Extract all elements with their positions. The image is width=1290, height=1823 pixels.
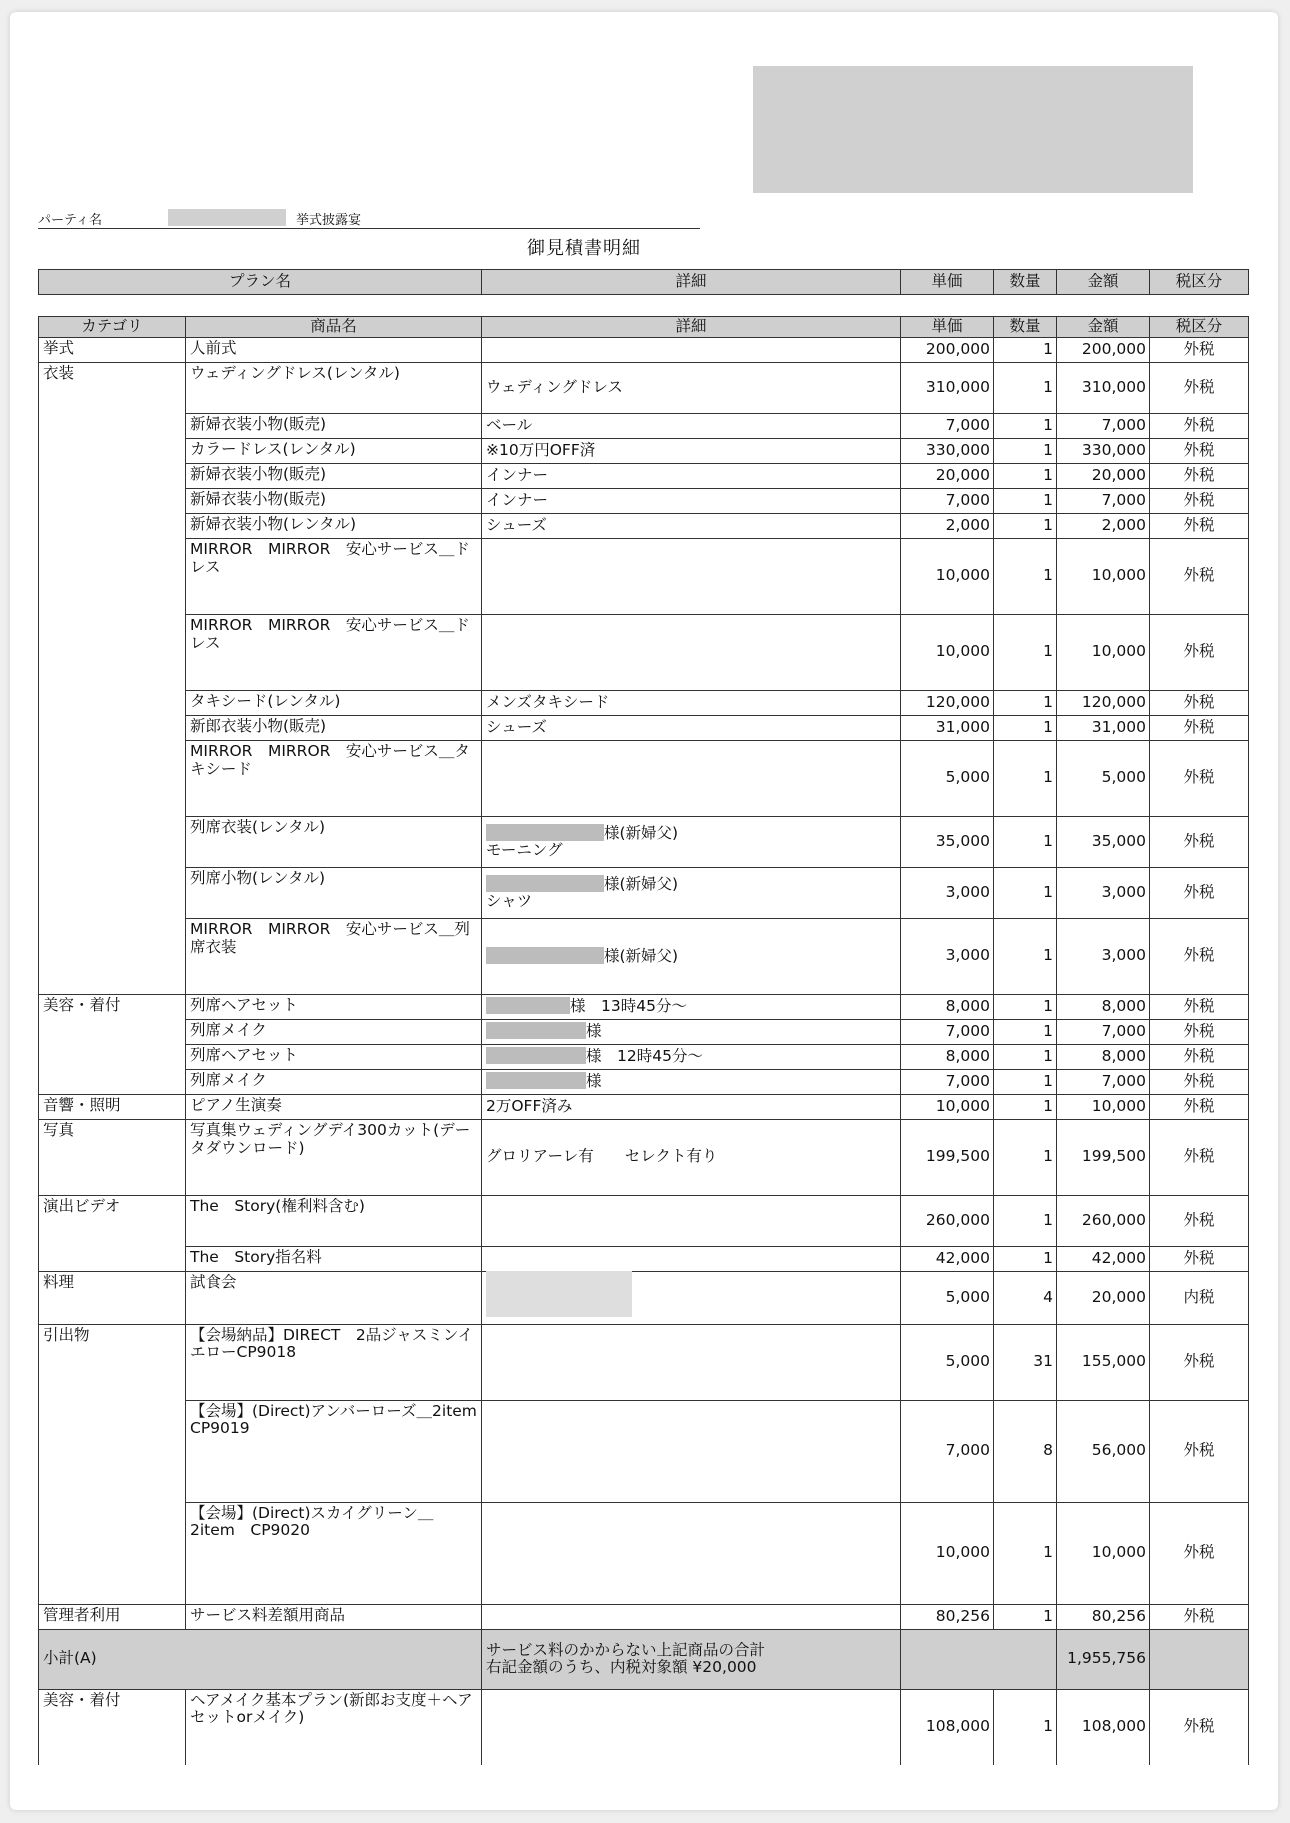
tax-cell: 外税 [1150,1604,1249,1629]
qty-cell: 1 [994,488,1057,513]
tax-cell: 外税 [1150,1019,1249,1044]
amount-cell: 5,000 [1057,740,1150,816]
category-cell: 美容・着付 [39,994,186,1019]
detail-cell [482,1271,901,1324]
detail-text: グロリアーレ有 セレクト有り [486,1147,718,1166]
qty-cell: 1 [994,867,1057,918]
tax-cell: 外税 [1150,715,1249,740]
tax-cell: 外税 [1150,1119,1249,1195]
tax-cell: 外税 [1150,362,1249,413]
table-row [39,1271,1249,1324]
price-cell: 31,000 [901,715,994,740]
qty-cell: 1 [994,740,1057,816]
qty-cell: 1 [994,1044,1057,1069]
qty-cell: 1 [994,1246,1057,1271]
detail-text-2: シャツ [486,892,533,911]
col-product: 商品名 [186,317,482,338]
category-cell [39,614,186,690]
product-name-cell: ヘアメイク基本プラン(新郎お支度＋ヘアセットorメイク) [186,1689,482,1765]
amount-cell: 3,000 [1057,918,1150,994]
detail-text: メンズタキシード [486,692,610,711]
table-row [39,690,1249,715]
qty-cell: 1 [994,513,1057,538]
price-cell: 2,000 [901,513,994,538]
amount-cell: 10,000 [1057,1502,1150,1604]
col-detail: 詳細 [482,317,901,338]
product-name-cell: 新郎衣装小物(販売) [186,715,482,740]
category-cell: 美容・着付 [39,1689,186,1765]
price-cell: 5,000 [901,740,994,816]
table-row [39,1019,1249,1044]
qty-cell: 1 [994,413,1057,438]
amount-cell: 2,000 [1057,513,1150,538]
tax-cell: 外税 [1150,1094,1249,1119]
tax-cell: 外税 [1150,740,1249,816]
category-cell [39,1400,186,1502]
detail-text: 様(新婦父) [604,946,679,965]
tax-cell: 外税 [1150,1044,1249,1069]
price-cell: 5,000 [901,1271,994,1324]
category-cell [39,463,186,488]
amount-cell: 56,000 [1057,1400,1150,1502]
qty-cell: 1 [994,538,1057,614]
col-plan-qty: 数量 [994,270,1057,295]
category-cell [39,918,186,994]
price-cell: 8,000 [901,994,994,1019]
col-plan-detail: 詳細 [482,270,901,295]
subtotal-row [39,1629,1249,1689]
product-name-cell: MIRROR MIRROR 安心サービス＿ドレス [186,614,482,690]
price-cell: 3,000 [901,867,994,918]
detail-cell [482,1094,901,1119]
product-name-cell: 【会場】(Direct)スカイグリーン＿2item CP9020 [186,1502,482,1604]
amount-cell: 7,000 [1057,413,1150,438]
tax-cell: 外税 [1150,867,1249,918]
qty-cell: 1 [994,1195,1057,1246]
table-row [39,1502,1249,1604]
redacted-guest-name [486,824,604,841]
subtotal-note-2: 右記金額のうち、内税対象額 ¥20,000 [486,1658,757,1677]
amount-cell: 330,000 [1057,438,1150,463]
category-cell [39,538,186,614]
amount-cell: 120,000 [1057,690,1150,715]
tax-cell: 外税 [1150,614,1249,690]
detail-cell [482,1400,901,1502]
col-category: カテゴリ [39,317,186,338]
detail-text: シューズ [486,515,547,534]
product-name-cell: 列席小物(レンタル) [186,867,482,918]
category-cell [39,413,186,438]
col-plan-price: 単価 [901,270,994,295]
price-cell: 7,000 [901,488,994,513]
subtotal-empty [901,1629,1057,1689]
detail-text: ウェディングドレス [486,377,623,396]
redacted-guest-name [486,947,604,964]
qty-cell: 1 [994,816,1057,867]
product-name-cell: 【会場納品】DIRECT 2品ジャスミンイエローCP9018 [186,1324,482,1400]
qty-cell: 1 [994,362,1057,413]
col-qty: 数量 [994,317,1057,338]
category-cell: 演出ビデオ [39,1195,186,1246]
detail-text: 2万OFF済み [486,1096,573,1115]
detail-cell [482,816,901,867]
category-cell: 料理 [39,1271,186,1324]
table-row [39,816,1249,867]
price-cell: 310,000 [901,362,994,413]
category-cell [39,1502,186,1604]
col-plan-tax: 税区分 [1150,270,1249,295]
qty-cell: 1 [994,1689,1057,1765]
tax-cell: 外税 [1150,690,1249,715]
tax-cell: 内税 [1150,1271,1249,1324]
price-cell: 10,000 [901,1094,994,1119]
qty-cell: 1 [994,1119,1057,1195]
tax-cell: 外税 [1150,1195,1249,1246]
subtotal-label: 小計(A) [39,1629,482,1689]
tax-cell: 外税 [1150,1069,1249,1094]
detail-cell [482,1324,901,1400]
redacted-guest-name [486,1047,586,1064]
amount-cell: 80,256 [1057,1604,1150,1629]
detail-cell [482,614,901,690]
table-row [39,994,1249,1019]
category-cell [39,715,186,740]
qty-cell: 1 [994,1019,1057,1044]
qty-cell: 8 [994,1400,1057,1502]
items-table [38,316,1249,1765]
detail-text: 様 [586,1022,602,1041]
amount-cell: 3,000 [1057,867,1150,918]
tax-cell: 外税 [1150,513,1249,538]
tax-cell: 外税 [1150,438,1249,463]
category-cell [39,513,186,538]
price-cell: 3,000 [901,918,994,994]
detail-text: ※10万円OFF済 [486,440,596,459]
detail-cell [482,715,901,740]
amount-cell: 35,000 [1057,816,1150,867]
redacted-header-box [753,66,1193,193]
table-row [39,538,1249,614]
table-row [39,1400,1249,1502]
product-name-cell: 【会場】(Direct)アンバーローズ＿2item CP9019 [186,1400,482,1502]
detail-text: 様(新婦父) [604,823,679,842]
qty-cell: 1 [994,438,1057,463]
qty-cell: 1 [994,463,1057,488]
qty-cell: 1 [994,1502,1057,1604]
amount-cell: 108,000 [1057,1689,1150,1765]
tax-cell: 外税 [1150,337,1249,362]
price-cell: 7,000 [901,1400,994,1502]
product-name-cell: 列席衣装(レンタル) [186,816,482,867]
table-row [39,438,1249,463]
price-cell: 10,000 [901,1502,994,1604]
amount-cell: 310,000 [1057,362,1150,413]
category-cell: 写真 [39,1119,186,1195]
table-row [39,1246,1249,1271]
detail-cell [482,438,901,463]
detail-cell [482,1604,901,1629]
price-cell: 20,000 [901,463,994,488]
amount-cell: 31,000 [1057,715,1150,740]
table-row [39,463,1249,488]
product-name-cell: MIRROR MIRROR 安心サービス＿ドレス [186,538,482,614]
detail-text: ベール [486,415,533,434]
amount-cell: 20,000 [1057,1271,1150,1324]
tax-cell: 外税 [1150,488,1249,513]
detail-cell [482,1502,901,1604]
redacted-guest-name [486,1022,586,1039]
category-cell [39,690,186,715]
price-cell: 80,256 [901,1604,994,1629]
category-cell [39,1246,186,1271]
product-name-cell: ウェディングドレス(レンタル) [186,362,482,413]
detail-cell [482,1689,901,1765]
detail-cell [482,1069,901,1094]
table-row [39,362,1249,413]
amount-cell: 20,000 [1057,463,1150,488]
amount-cell: 7,000 [1057,1069,1150,1094]
product-name-cell: MIRROR MIRROR 安心サービス＿列席衣装 [186,918,482,994]
redacted-party-name [168,209,286,226]
tax-cell: 外税 [1150,994,1249,1019]
price-cell: 42,000 [901,1246,994,1271]
product-name-cell: カラードレス(レンタル) [186,438,482,463]
detail-cell [482,488,901,513]
table-row [39,867,1249,918]
qty-cell: 1 [994,614,1057,690]
amount-cell: 260,000 [1057,1195,1150,1246]
tax-cell: 外税 [1150,918,1249,994]
plan-header-table [38,269,1249,295]
qty-cell: 1 [994,1069,1057,1094]
detail-text-2: モーニング [486,841,563,860]
amount-cell: 199,500 [1057,1119,1150,1195]
product-name-cell: 列席メイク [186,1069,482,1094]
product-name-cell: The Story指名料 [186,1246,482,1271]
category-cell [39,867,186,918]
detail-cell [482,538,901,614]
detail-text: 様(新婦父) [604,874,679,893]
qty-cell: 1 [994,918,1057,994]
tax-cell: 外税 [1150,816,1249,867]
product-name-cell: 新婦衣装小物(レンタル) [186,513,482,538]
detail-text: シューズ [486,717,547,736]
table-row [39,1119,1249,1195]
product-name-cell: 人前式 [186,337,482,362]
amount-cell: 7,000 [1057,488,1150,513]
amount-cell: 8,000 [1057,1044,1150,1069]
detail-cell [482,867,901,918]
qty-cell: 1 [994,715,1057,740]
amount-cell: 10,000 [1057,1094,1150,1119]
product-name-cell: 列席ヘアセット [186,1044,482,1069]
qty-cell: 31 [994,1324,1057,1400]
qty-cell: 1 [994,690,1057,715]
price-cell: 120,000 [901,690,994,715]
redacted-detail-box [486,1271,632,1317]
product-name-cell: 新婦衣装小物(販売) [186,413,482,438]
redacted-guest-name [486,997,570,1014]
detail-text: 様 13時45分～ [570,997,687,1016]
party-name-line [38,204,700,229]
category-cell [39,816,186,867]
price-cell: 108,000 [901,1689,994,1765]
product-name-cell: The Story(権利料含む) [186,1195,482,1246]
detail-cell [482,690,901,715]
price-cell: 200,000 [901,337,994,362]
table-row [39,1324,1249,1400]
price-cell: 7,000 [901,1069,994,1094]
price-cell: 5,000 [901,1324,994,1400]
col-amount: 金額 [1057,317,1150,338]
detail-text: インナー [486,490,549,509]
subtotal-note-1: サービス料のかからない上記商品の合計 [486,1640,766,1659]
product-name-cell: MIRROR MIRROR 安心サービス＿タキシード [186,740,482,816]
subtotal-note [482,1629,901,1689]
tax-cell: 外税 [1150,538,1249,614]
tax-cell: 外税 [1150,413,1249,438]
category-cell: 管理者利用 [39,1604,186,1629]
table-row [39,513,1249,538]
table-row [39,488,1249,513]
detail-cell [482,1246,901,1271]
category-cell [39,1044,186,1069]
amount-cell: 8,000 [1057,994,1150,1019]
price-cell: 10,000 [901,614,994,690]
price-cell: 260,000 [901,1195,994,1246]
table-row [39,740,1249,816]
category-cell: 引出物 [39,1324,186,1400]
detail-cell [482,1019,901,1044]
detail-cell [482,463,901,488]
table-row [39,918,1249,994]
detail-cell [482,513,901,538]
price-cell: 7,000 [901,1019,994,1044]
tax-cell: 外税 [1150,1502,1249,1604]
table-row [39,1689,1249,1765]
party-name-suffix: 挙式披露宴 [296,213,362,228]
table-row [39,1094,1249,1119]
page-title: 御見積書明細 [527,238,641,259]
party-label: パーティ名 [38,213,102,228]
subtotal-tax-empty [1150,1629,1249,1689]
price-cell: 7,000 [901,413,994,438]
qty-cell: 1 [994,337,1057,362]
table-row [39,1604,1249,1629]
amount-cell: 7,000 [1057,1019,1150,1044]
detail-text: 様 [586,1072,602,1091]
price-cell: 330,000 [901,438,994,463]
category-cell: 衣装 [39,362,186,413]
redacted-guest-name [486,875,604,892]
table-row [39,413,1249,438]
detail-text: インナー [486,465,549,484]
table-row [39,1069,1249,1094]
product-name-cell: 写真集ウェディングデイ300カット(データダウンロード) [186,1119,482,1195]
amount-cell: 200,000 [1057,337,1150,362]
subtotal-amount: 1,955,756 [1057,1629,1150,1689]
product-name-cell: ピアノ生演奏 [186,1094,482,1119]
detail-cell [482,413,901,438]
category-cell [39,1069,186,1094]
price-cell: 35,000 [901,816,994,867]
category-cell [39,1019,186,1044]
detail-cell [482,1119,901,1195]
category-cell: 音響・照明 [39,1094,186,1119]
detail-cell [482,362,901,413]
detail-cell [482,740,901,816]
tax-cell: 外税 [1150,1400,1249,1502]
product-name-cell: 列席ヘアセット [186,994,482,1019]
amount-cell: 155,000 [1057,1324,1150,1400]
tax-cell: 外税 [1150,1246,1249,1271]
qty-cell: 1 [994,1604,1057,1629]
col-price: 単価 [901,317,994,338]
product-name-cell: タキシード(レンタル) [186,690,482,715]
product-name-cell: 新婦衣装小物(販売) [186,488,482,513]
product-name-cell: 新婦衣装小物(販売) [186,463,482,488]
estimate-sheet [10,12,1278,1810]
table-row [39,1044,1249,1069]
qty-cell: 1 [994,994,1057,1019]
tax-cell: 外税 [1150,463,1249,488]
category-cell: 挙式 [39,337,186,362]
category-cell [39,740,186,816]
amount-cell: 10,000 [1057,614,1150,690]
table-row [39,337,1249,362]
category-cell [39,488,186,513]
amount-cell: 10,000 [1057,538,1150,614]
price-cell: 8,000 [901,1044,994,1069]
col-tax: 税区分 [1150,317,1249,338]
tax-cell: 外税 [1150,1324,1249,1400]
redacted-guest-name [486,1072,586,1089]
detail-cell [482,918,901,994]
detail-cell [482,1044,901,1069]
amount-cell: 42,000 [1057,1246,1150,1271]
tax-cell: 外税 [1150,1689,1249,1765]
qty-cell: 1 [994,1094,1057,1119]
product-name-cell: 試食会 [186,1271,482,1324]
price-cell: 199,500 [901,1119,994,1195]
product-name-cell: 列席メイク [186,1019,482,1044]
category-cell [39,438,186,463]
col-plan-amount: 金額 [1057,270,1150,295]
price-cell: 10,000 [901,538,994,614]
table-row [39,1195,1249,1246]
col-plan-name: プラン名 [39,270,482,295]
product-name-cell: サービス料差額用商品 [186,1604,482,1629]
detail-text: 様 12時45分～ [586,1047,703,1066]
detail-cell [482,994,901,1019]
detail-cell [482,337,901,362]
table-row [39,715,1249,740]
table-row [39,614,1249,690]
detail-cell [482,1195,901,1246]
qty-cell: 4 [994,1271,1057,1324]
